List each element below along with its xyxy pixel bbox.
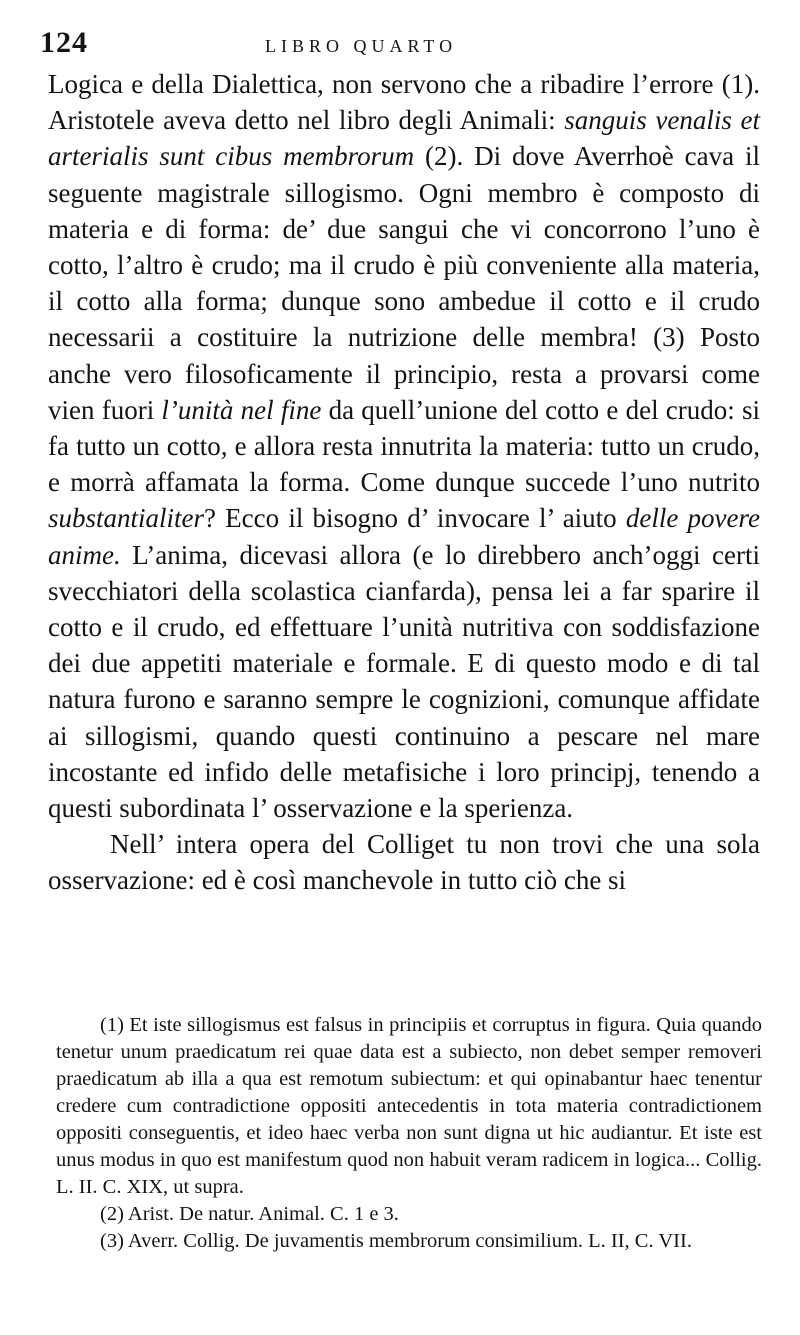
footnote-1: (1) Et iste sillogismus est falsus in principiis et corruptus in figura. Quia quando tenetur unum praedicatum rei quae data est a subiecto, non debet semper removeri praedicatum ab illa a qua est remotum subiectum: et qui opinabantur haec tenentur credere cum contradictione oppositi antecedentis in tota materia contradictionem oppositi conseguentis, et ideo haec verba non sunt digna ut hic audiantur. Et iste est unus modus in quo est manifestum quod non habuit veram radicem in logica... Collig. L. II. C. XIX, ut supra. [56,1014,762,1198]
italic-text-run: delle povere anime. [48,503,760,570]
page-number: 124 [40,26,88,59]
italic-text-run: sanguis venalis et arterialis sunt cibus membrorum [48,105,760,172]
text-run: ? Ecco il bisogno d’ invocare l’ aiuto [204,503,626,534]
footnote-3: (3) Averr. Collig. De juvamentis membrorum consimilium. L. II, C. VII. [100,1230,692,1252]
italic-text-run: substantialiter [48,503,205,534]
footnote-2: (2) Arist. De natur. Animal. C. 1 e 3. [100,1203,399,1225]
main-text [48,66,760,899]
italic-text-run: l’unità nel fine [161,394,322,425]
paragraph [48,826,760,898]
running-title: LIBRO QUARTO [265,36,458,56]
text-run: Nell’ intera opera del Colliget tu non trovi che una sola osservazione: ed è così manchevole in tutto ciò che si [48,829,760,896]
text-run: Logica e della Dialettica, non servono che a ribadire l’errore (1). Aristotele aveva detto nel libro degli Animali: [48,69,760,136]
text-run: L’anima, dicevasi allora (e lo direbbero anch’oggi certi svecchiatori della scolastica cianfarda), pensa lei a far sparire il cotto e il crudo, ed effettuare l’unità nutritiva con soddisfazione dei due appetiti materiale e formale. E di questo modo e di tal natura furono e saranno sempre le cognizioni, comunque affidate ai sillogismi, quando questi continuino a pescare nel mare incostante ed infido delle metafisiche i loro principj, tenendo a questi subordinata l’ osservazione e la sperienza. [48,539,760,824]
text-run: (2). Di dove Averrhoè cava il seguente magistrale sillogismo. Ogni membro è composto di materia e di forma: de’ due sangui che vi concorrono l’uno è cotto, l’altro è crudo; ma il crudo è più conveniente alla materia, il cotto alla forma; dunque sono ambedue il cotto e il crudo necessarii a costituire la nutrizione delle membra! (3) Posto anche vero filosoficamente il principio, resta a provarsi come vien fuori [48,141,760,425]
running-head [40,26,770,66]
paragraph [48,66,760,826]
footnotes [56,1012,762,1255]
text-run: da quell’unione del cotto e del crudo: si fa tutto un cotto, e allora resta innutrita la materia: tutto un crudo, e morrà affamata la forma. Come dunque succede l’uno nutrito [48,394,760,498]
